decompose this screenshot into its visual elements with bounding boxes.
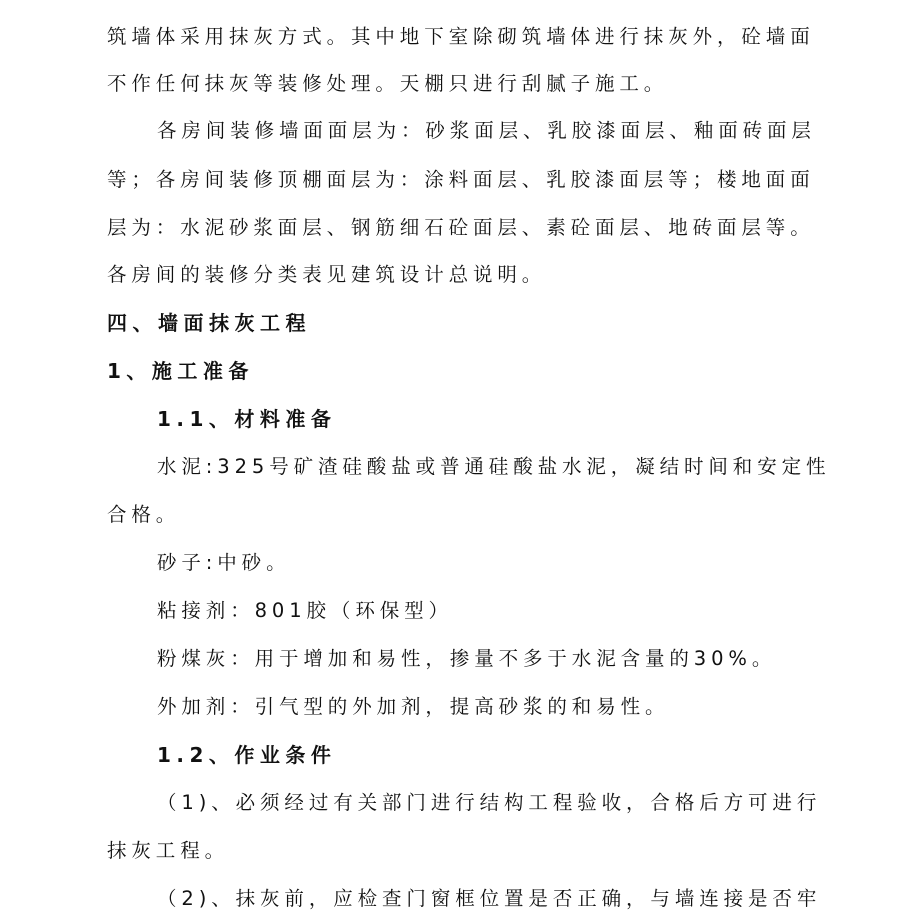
section-heading: 四、墙面抹灰工程 — [107, 311, 311, 335]
paragraph-line: 等；各房间装修顶棚面层为：涂料面层、乳胶漆面层等；楼地面面 — [107, 168, 815, 191]
paragraph-line: 层为：水泥砂浆面层、钢筋细石砼面层、素砼面层、地砖面层等。 — [107, 216, 815, 239]
paragraph-line: 粘接剂：801胶（环保型） — [157, 599, 453, 622]
subsection-heading: 1.2、作业条件 — [157, 743, 337, 767]
paragraph-line: 粉煤灰：用于增加和易性，掺量不多于水泥含量的30%。 — [157, 647, 777, 670]
paragraph-line: （2)、抹灰前，应检查门窗框位置是否正确，与墙连接是否牢 — [157, 887, 822, 910]
paragraph-line: 水泥:325号矿渣硅酸盐或普通硅酸盐水泥，凝结时间和安定性 — [157, 455, 831, 478]
paragraph-line: 各房间装修墙面面层为：砂浆面层、乳胶漆面层、釉面砖面层 — [157, 119, 816, 142]
paragraph-line: 合格。 — [107, 503, 181, 526]
paragraph-line: 砂子:中砂。 — [157, 551, 291, 574]
paragraph-line: 筑墙体采用抹灰方式。其中地下室除砌筑墙体进行抹灰外，砼墙面 — [107, 25, 815, 48]
paragraph-line: 外加剂：引气型的外加剂，提高砂浆的和易性。 — [157, 695, 670, 718]
subsection-heading: 1、施工准备 — [107, 359, 254, 383]
paragraph-line: 各房间的装修分类表见建筑设计总说明。 — [107, 263, 547, 286]
paragraph-line: （1)、必须经过有关部门进行结构工程验收，合格后方可进行 — [157, 791, 822, 814]
paragraph-line: 抹灰工程。 — [107, 839, 230, 862]
subsection-heading: 1.1、材料准备 — [157, 407, 337, 431]
paragraph-line: 不作任何抹灰等装修处理。天棚只进行刮腻子施工。 — [107, 72, 669, 95]
